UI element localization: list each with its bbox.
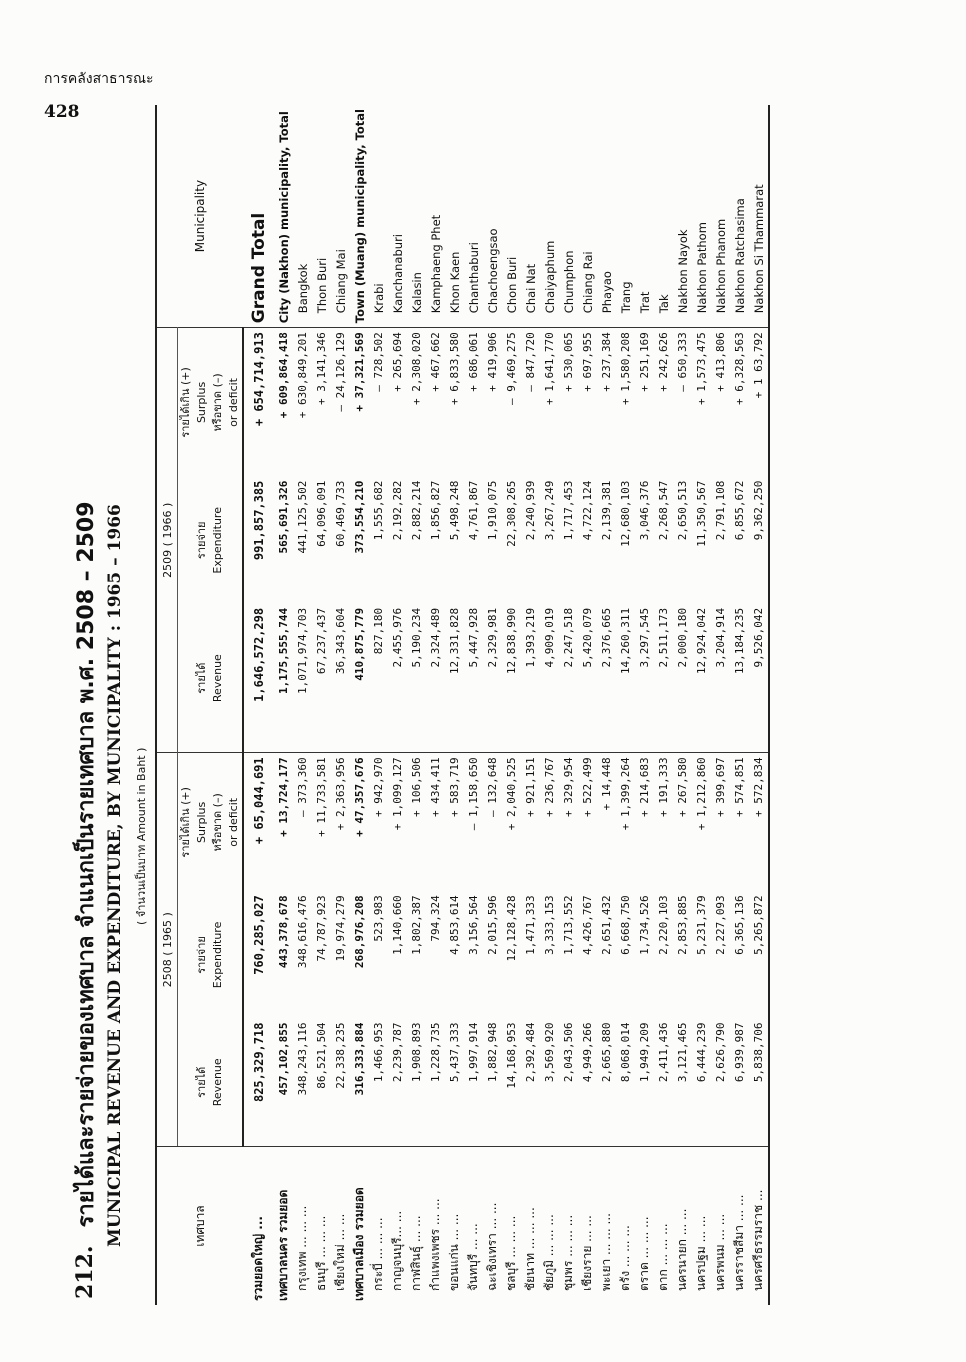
surplus-1965: + 14,448 — [597, 753, 616, 891]
expenditure-1966: 2,882,214 — [410, 480, 423, 541]
row-name-en: Chachoengsao — [483, 105, 502, 328]
surplus-1966: + 686,061 — [467, 332, 480, 392]
expenditure-1965: 5,265,872 — [749, 891, 769, 1018]
expenditure-1966: 441,125,502 — [296, 480, 309, 554]
expenditure-1965: 1,140,660 — [391, 895, 404, 955]
table-row — [445, 105, 464, 1305]
expenditure-1965: 2,227,093 — [714, 895, 727, 955]
row-name-th: ตาก ... ... ... — [654, 1147, 673, 1306]
revenue-1965: 8,068,014 — [619, 1022, 632, 1083]
expenditure-1965: 1,713,552 — [562, 895, 575, 955]
expenditure-1965: 1,802,387 — [410, 895, 423, 955]
row-name-th: กาฬสินธุ์ ... ... — [407, 1147, 426, 1306]
row-name-en: Phayao — [597, 105, 616, 328]
row-name-en: Nakhon Nayok — [673, 105, 692, 328]
revenue-1965: 3,569,920 — [543, 1022, 556, 1083]
revenue-1966: 67,237,437 — [315, 607, 328, 675]
surplus-1965: + 1,399,264 — [616, 753, 635, 891]
row-name-th: ฉะเชิงเทรา ... ... — [483, 1147, 502, 1306]
table-row — [483, 105, 502, 1305]
surplus-1966: + 6,328,563 — [733, 332, 746, 406]
row-name-en: Nakhon Si Thammarat — [749, 105, 769, 328]
revenue-1966: 13,184,235 — [733, 607, 746, 675]
row-name-en: Chiang Rai — [578, 105, 597, 328]
expenditure-1966: 2,268,547 — [657, 480, 670, 541]
surplus-1966: + 413,806 — [714, 332, 727, 392]
expenditure-1965: 19,974,279 — [334, 895, 347, 962]
surplus-1966: – 9,469,275 — [505, 332, 518, 406]
table-row — [521, 105, 540, 1305]
expenditure-1966: 1,717,453 — [562, 480, 575, 541]
surplus-1966: – 847,720 — [524, 332, 537, 392]
expenditure-1966: 2,240,939 — [524, 480, 537, 541]
surplus-1965: + 329,954 — [559, 753, 578, 891]
row-name-th: ตรัง ... ... ... — [616, 1147, 635, 1306]
revenue-1965: 22,338,235 — [334, 1022, 347, 1089]
revenue-1965: 2,239,787 — [391, 1022, 404, 1083]
table-row — [312, 105, 331, 1305]
row-name-th: กาญจนบุรี... ... — [388, 1147, 407, 1306]
row-name-th: ตราด ... ... ... — [635, 1147, 654, 1306]
row-name-en: Chumphon — [559, 105, 578, 328]
surplus-1965: – 373,360 — [293, 753, 312, 891]
unit-note: ( จำนวนเป็นบาท Amount in Baht ) — [135, 747, 148, 925]
expenditure-1965: 6,365,136 — [733, 895, 746, 955]
expenditure-1966: 9,362,250 — [749, 477, 769, 604]
expenditure-1966: 2,791,108 — [714, 480, 727, 541]
surplus-1965: + 47,357,676 — [350, 753, 369, 891]
col-year-1966: 2509 ( 1966 ) — [156, 328, 178, 753]
table-row — [407, 105, 426, 1305]
revenue-1965: 2,626,790 — [714, 1022, 727, 1083]
expenditure-1965: 3,333,153 — [543, 895, 556, 955]
revenue-1966: 2,000,180 — [676, 607, 689, 668]
expenditure-1965: 443,378,678 — [277, 895, 290, 969]
expenditure-1965: 2,220,103 — [657, 895, 670, 955]
surplus-1966: + 419,906 — [486, 332, 499, 392]
revenue-1965: 825,329,718 — [252, 1022, 266, 1103]
expenditure-1966: 12,680,103 — [619, 480, 632, 547]
row-name-en: Chaiyaphum — [540, 105, 559, 328]
row-name-th: นครนายก ... ... — [673, 1147, 692, 1306]
row-name-th: เชียงราย ... ... — [578, 1147, 597, 1306]
table-row — [274, 105, 293, 1305]
row-name-en: Chanthaburi — [464, 105, 483, 328]
revenue-1966: 827,180 — [372, 607, 385, 655]
revenue-1966: 14,260,311 — [619, 607, 632, 675]
revenue-1966: 36,343,604 — [334, 607, 347, 675]
surplus-1965: – 132,648 — [483, 753, 502, 891]
page-number: 428 — [44, 102, 80, 122]
expenditure-1965: 4,426,767 — [581, 895, 594, 955]
expenditure-1966: 64,096,091 — [315, 480, 328, 547]
surplus-1966: + 242,626 — [657, 332, 670, 392]
surplus-1966: + 2,308,020 — [410, 332, 423, 406]
row-name-en: Grand Total — [243, 105, 274, 328]
revenue-1966: 12,331,828 — [448, 607, 461, 675]
expenditure-1966: 5,498,248 — [448, 480, 461, 541]
table-row — [464, 105, 483, 1305]
surplus-1966: – 728,502 — [372, 332, 385, 392]
table-row — [711, 105, 730, 1305]
revenue-1965: 6,444,239 — [695, 1022, 708, 1083]
revenue-1965: 4,949,266 — [581, 1022, 594, 1083]
expenditure-1965: 12,128,428 — [505, 895, 518, 962]
revenue-1965: 457,102,855 — [277, 1022, 290, 1096]
revenue-1965: 6,939,987 — [733, 1022, 746, 1083]
expenditure-1965: 4,853,614 — [448, 895, 461, 955]
expenditure-1965: 74,787,923 — [315, 895, 328, 962]
table-row — [502, 105, 521, 1305]
table-row — [388, 105, 407, 1305]
expenditure-1966: 1,856,827 — [429, 480, 442, 541]
surplus-1966: + 265,694 — [391, 332, 404, 392]
expenditure-1965: 268,976,208 — [353, 895, 366, 969]
col-exp-65: รายจ่าย Expenditure — [178, 891, 244, 1018]
revenue-1966: 2,511,173 — [657, 607, 670, 668]
expenditure-1965: 2,853,885 — [676, 895, 689, 955]
expenditure-1965: 1,471,333 — [524, 895, 537, 955]
surplus-1965: + 106,506 — [407, 753, 426, 891]
surplus-1966: + 6,833,580 — [448, 332, 461, 406]
revenue-table — [155, 105, 770, 1305]
table-row — [331, 105, 350, 1305]
expenditure-1965: 523,983 — [372, 895, 385, 942]
surplus-1965: + 1,099,127 — [388, 753, 407, 891]
table-row — [293, 105, 312, 1305]
surplus-1965: + 572,834 — [749, 753, 769, 891]
expenditure-1966: 373,554,210 — [353, 480, 366, 554]
english-title: MUNICIPAL REVENUE AND EXPENDITURE, BY MUNICIPALITY : 1965 – 1966 — [105, 504, 125, 1247]
expenditure-1966: 565,691,326 — [277, 480, 290, 554]
surplus-1965: + 583,719 — [445, 753, 464, 891]
revenue-1966: 12,924,042 — [695, 607, 708, 675]
table-row — [243, 105, 274, 1305]
row-name-th: กรุงเทพ ... ... ... — [293, 1147, 312, 1306]
col-rev-65: รายได้ Revenue — [178, 1019, 244, 1147]
revenue-1965: 1,997,914 — [467, 1022, 480, 1083]
expenditure-1966: 1,910,075 — [486, 480, 499, 541]
surplus-1966: + 1,641,770 — [543, 332, 556, 406]
title-row — [65, 95, 105, 1305]
row-name-th: กำแพงเพชร ... ... — [426, 1147, 445, 1306]
table-row — [350, 105, 369, 1305]
thai-title: รายได้และรายจ่ายของเทศบาล จำแนกเป็นรายเทศบาล พ.ศ. 2508 – 2509 — [73, 501, 99, 1228]
surplus-1965: + 214,683 — [635, 753, 654, 891]
row-name-th: ชลบุรี ... ... ... — [502, 1147, 521, 1306]
expenditure-1966: 22,308,265 — [505, 480, 518, 547]
revenue-1966: 3,297,545 — [638, 607, 651, 668]
surplus-1966: + 1,573,475 — [695, 332, 708, 406]
surplus-1965: + 191,333 — [654, 753, 673, 891]
expenditure-1965: 6,668,750 — [619, 895, 632, 955]
table-row — [673, 105, 692, 1305]
row-name-th: กระบี่ ... ... ... — [369, 1147, 388, 1306]
surplus-1965: + 2,040,525 — [502, 753, 521, 891]
revenue-1966: 2,329,981 — [486, 607, 499, 668]
revenue-1965: 5,838,706 — [749, 1019, 769, 1147]
row-name-th: เทศบาลนคร รวมยอด — [274, 1147, 293, 1306]
table-row — [369, 105, 388, 1305]
table-row — [597, 105, 616, 1305]
row-name-en: Thon Buri — [312, 105, 331, 328]
revenue-1965: 2,411,436 — [657, 1022, 670, 1083]
revenue-1966: 1,393,219 — [524, 607, 537, 668]
expenditure-1966: 2,139,381 — [600, 480, 613, 541]
rotated-table-page — [65, 95, 855, 1305]
surplus-1965: + 434,411 — [426, 753, 445, 891]
row-name-th: นครราชสีมา ... ... — [730, 1147, 749, 1306]
expenditure-1965: 1,734,526 — [638, 895, 651, 955]
revenue-1966: 4,909,019 — [543, 607, 556, 668]
surplus-1965: + 236,767 — [540, 753, 559, 891]
expenditure-1966: 991,857,385 — [252, 480, 266, 561]
table-row — [578, 105, 597, 1305]
expenditure-1965: 760,285,027 — [252, 895, 266, 975]
row-name-th: รวมยอดใหญ่ ... — [243, 1147, 274, 1306]
col-muni-en: Municipality — [156, 105, 243, 328]
table-row — [654, 105, 673, 1305]
col-year-1965: 2508 ( 1965 ) — [156, 753, 178, 1147]
surplus-1966: + 1 63,792 — [749, 328, 769, 477]
row-name-th: ชุมพร ... ... ... — [559, 1147, 578, 1306]
revenue-1966: 9,526,042 — [749, 604, 769, 753]
col-muni-th: เทศบาล — [156, 1147, 243, 1306]
row-name-en: Chai Nat — [521, 105, 540, 328]
surplus-1965: + 921,151 — [521, 753, 540, 891]
table-row — [540, 105, 559, 1305]
row-name-th: นครศรีธรรมราช ... — [749, 1147, 769, 1306]
surplus-1965: + 1,212,860 — [692, 753, 711, 891]
row-name-th: ชัยนาท ... ... ... — [521, 1147, 540, 1306]
table-row — [749, 105, 769, 1305]
surplus-1965: + 399,697 — [711, 753, 730, 891]
revenue-1966: 3,204,914 — [714, 607, 727, 668]
revenue-1965: 348,243,116 — [296, 1022, 309, 1096]
surplus-1965: + 65,044,691 — [243, 753, 274, 891]
revenue-1966: 2,324,489 — [429, 607, 442, 668]
revenue-1966: 12,838,990 — [505, 607, 518, 675]
expenditure-1966: 4,722,124 — [581, 480, 594, 541]
expenditure-1966: 2,192,282 — [391, 480, 404, 541]
revenue-1965: 14,168,953 — [505, 1022, 518, 1089]
running-title: การคลังสาธารณะ — [44, 71, 154, 87]
surplus-1966: + 697,955 — [581, 332, 594, 392]
col-sur-65: รายได้เกิน (+) Surplus หรือขาด (–) or deficit — [178, 753, 244, 891]
row-name-en: Khon Kaen — [445, 105, 464, 328]
row-name-th: พะเยา ... ... ... — [597, 1147, 616, 1306]
expenditure-1966: 6,855,672 — [733, 480, 746, 541]
revenue-1965: 1,949,209 — [638, 1022, 651, 1083]
row-name-th: จันทบุรี ... ... — [464, 1147, 483, 1306]
surplus-1966: + 3,141,346 — [315, 332, 328, 406]
row-name-en: Kamphaeng Phet — [426, 105, 445, 328]
revenue-1966: 5,420,079 — [581, 607, 594, 668]
surplus-1966: + 37,321,569 — [353, 332, 366, 412]
row-name-en: Town (Muang) municipality, Total — [350, 105, 369, 328]
surplus-1965: + 13,724,177 — [274, 753, 293, 891]
row-name-en: Kanchanaburi — [388, 105, 407, 328]
surplus-1965: + 2,363,956 — [331, 753, 350, 891]
expenditure-1965: 348,616,476 — [296, 895, 309, 969]
revenue-1965: 2,392,484 — [524, 1022, 537, 1083]
row-name-en: Tak — [654, 105, 673, 328]
revenue-1965: 5,437,333 — [448, 1022, 461, 1083]
surplus-1966: + 630,849,201 — [296, 332, 309, 419]
surplus-1966: + 654,714,913 — [252, 332, 266, 427]
col-sur-66: รายได้เกิน (+) Surplus หรือขาด (–) or deficit — [178, 328, 244, 477]
table-row — [426, 105, 445, 1305]
revenue-1966: 2,455,976 — [391, 607, 404, 668]
revenue-1965: 86,521,504 — [315, 1022, 328, 1089]
revenue-1965: 316,333,884 — [353, 1022, 366, 1096]
row-name-en: Bangkok — [293, 105, 312, 328]
surplus-1965: + 267,580 — [673, 753, 692, 891]
table-row — [730, 105, 749, 1305]
surplus-1966: + 609,864,418 — [277, 332, 290, 419]
col-exp-66: รายจ่าย Expenditure — [178, 477, 244, 604]
expenditure-1966: 11,350,567 — [695, 480, 708, 547]
surplus-1965: + 574,851 — [730, 753, 749, 891]
expenditure-1965: 2,651,432 — [600, 895, 613, 955]
row-name-th: ชัยภูมิ ... ... ... — [540, 1147, 559, 1306]
row-name-th: นครปฐม ... ... — [692, 1147, 711, 1306]
surplus-1966: + 251,169 — [638, 332, 651, 392]
revenue-1966: 5,447,928 — [467, 607, 480, 668]
surplus-1965: + 522,499 — [578, 753, 597, 891]
surplus-1965: – 1,158,650 — [464, 753, 483, 891]
revenue-1965: 3,121,465 — [676, 1022, 689, 1083]
revenue-1966: 2,247,518 — [562, 607, 575, 668]
expenditure-1965: 794,324 — [429, 895, 442, 942]
surplus-1965: + 942,970 — [369, 753, 388, 891]
expenditure-1966: 2,650,513 — [676, 480, 689, 541]
expenditure-1965: 5,231,379 — [695, 895, 708, 955]
surplus-1966: – 24,126,129 — [334, 332, 347, 412]
expenditure-1966: 4,761,867 — [467, 480, 480, 541]
expenditure-1966: 1,555,682 — [372, 480, 385, 541]
revenue-1966: 410,875,779 — [353, 607, 366, 681]
surplus-1966: – 650,333 — [676, 332, 689, 392]
row-name-th: ขอนแก่น ... ... — [445, 1147, 464, 1306]
row-name-en: Nakhon Pathom — [692, 105, 711, 328]
revenue-1965: 2,043,506 — [562, 1022, 575, 1083]
row-name-en: Kalasin — [407, 105, 426, 328]
surplus-1966: + 467,662 — [429, 332, 442, 392]
row-name-th: เทศบาลเมือง รวมยอด — [350, 1147, 369, 1306]
expenditure-1965: 2,015,596 — [486, 895, 499, 955]
revenue-1966: 2,376,665 — [600, 607, 613, 668]
row-name-en: Chiang Mai — [331, 105, 350, 328]
row-name-th: ธนบุรี ... ... ... — [312, 1147, 331, 1306]
col-rev-66: รายได้ Revenue — [178, 604, 244, 753]
revenue-1965: 2,665,880 — [600, 1022, 613, 1083]
revenue-1966: 5,190,234 — [410, 607, 423, 668]
row-name-th: นครพนม ... ... — [711, 1147, 730, 1306]
row-name-en: Nakhon Ratchasima — [730, 105, 749, 328]
revenue-1966: 1,646,572,298 — [252, 607, 266, 702]
expenditure-1966: 3,267,249 — [543, 480, 556, 541]
surplus-1966: + 237,384 — [600, 332, 613, 392]
expenditure-1966: 3,046,376 — [638, 480, 651, 541]
revenue-1966: 1,175,555,744 — [277, 607, 290, 694]
table-row — [635, 105, 654, 1305]
row-name-th: เชียงใหม่ ... ... — [331, 1147, 350, 1306]
table-row — [692, 105, 711, 1305]
row-name-en: Krabi — [369, 105, 388, 328]
expenditure-1966: 60,469,733 — [334, 480, 347, 547]
row-name-en: Trang — [616, 105, 635, 328]
row-name-en: Trat — [635, 105, 654, 328]
surplus-1966: + 530,065 — [562, 332, 575, 392]
table-number: 212. — [72, 1245, 98, 1299]
row-name-en: Chon Buri — [502, 105, 521, 328]
table-row — [616, 105, 635, 1305]
revenue-1965: 1,882,948 — [486, 1022, 499, 1083]
revenue-1966: 1,071,974,703 — [296, 607, 309, 694]
row-name-en: City (Nakhon) municipality, Total — [274, 105, 293, 328]
surplus-1965: + 11,733,581 — [312, 753, 331, 891]
revenue-1965: 1,228,735 — [429, 1022, 442, 1083]
table-row — [559, 105, 578, 1305]
revenue-1965: 1,908,893 — [410, 1022, 423, 1083]
surplus-1966: + 1,580,208 — [619, 332, 632, 406]
revenue-1965: 1,466,953 — [372, 1022, 385, 1083]
expenditure-1965: 3,156,564 — [467, 895, 480, 955]
row-name-en: Nakhon Phanom — [711, 105, 730, 328]
